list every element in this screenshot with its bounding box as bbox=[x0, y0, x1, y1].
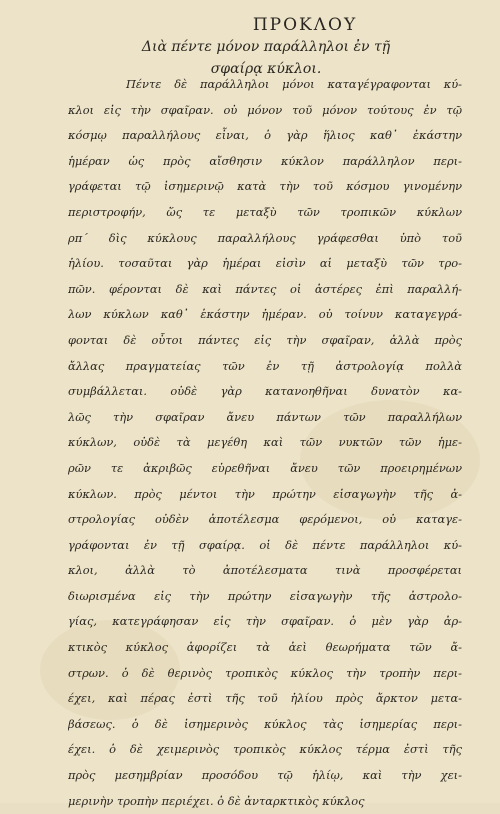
text-line: κόσμῳ παραλλήλους εἶναι, ὁ γὰρ ἥλιος καθ᾿ ἑκάστην bbox=[68, 128, 462, 143]
text-line: έχει. ὁ δὲ χειμερινὸς τροπικὸς κύκλος τέρμα ἐστὶ τῆς bbox=[68, 742, 462, 757]
text-line: μερινὴν τροπὴν περιέχει. ὁ δὲ ἀνταρκτικὸς κύκλος bbox=[68, 793, 365, 808]
text-line: διωρισμένα εἰς τὴν πρώτην εἰσαγωγὴν τῆς ἀστρολο- bbox=[68, 588, 462, 603]
text-line: γράφονται ἐν τῇ σφαίρᾳ. οἱ δὲ πέντε παράλληλοι κύ- bbox=[68, 537, 462, 552]
body-text bbox=[68, 72, 462, 814]
running-head: ΠΡΟΚΛΟΥ bbox=[252, 15, 358, 35]
text-line: βάσεως. ὁ δὲ ἰσημερινὸς κύκλος τὰς ἰσημερίας περι- bbox=[68, 716, 462, 731]
text-line: κτικὸς κύκλος ἀφορίζει τὰ ἀεὶ θεωρήματα τῶν ἄ- bbox=[68, 640, 462, 655]
chapter-title-line-1: Διὰ πέντε μόνον παράλληλοι ἐν τῇ bbox=[141, 39, 391, 55]
text-line: ἡμέραν ὡς πρὸς αἴσθησιν κύκλον παράλληλον περι- bbox=[68, 153, 462, 168]
text-line: έχει, καὶ πέρας ἐστὶ τῆς τοῦ ἡλίου πρὸς ἄρκτον μετα- bbox=[68, 691, 462, 706]
text-line: κλοι εἰς τὴν σφαῖραν. οὐ μόνον τοῦ μόνον τούτους ἐν τῷ bbox=[68, 102, 462, 117]
text-line: πρὸς μεσημβρίαν προσόδου τῷ ἡλίῳ, καὶ τὴν χει- bbox=[68, 768, 462, 783]
text-line: λων κύκλων καθ᾿ ἑκάστην ἡμέραν. οὐ τοίνυν καταγεγρά- bbox=[68, 307, 462, 322]
text-line: φονται δὲ οὗτοι πάντες εἰς τὴν σφαῖραν, ἀλλὰ πρὸς bbox=[68, 332, 462, 347]
text-line: κύκλων, οὐδὲ τὰ μεγέθη καὶ τῶν νυκτῶν τῶν ἡμε- bbox=[68, 435, 462, 450]
text-line: πῶν. φέρονται δὲ καὶ πάντες οἱ ἀστέρες ἐπὶ παραλλή- bbox=[68, 281, 462, 296]
text-line: ἡλίου. τοσαῦται γὰρ ἡμέραι εἰσὶν αἱ μεταξὺ τῶν τρο- bbox=[68, 256, 462, 271]
text-line: γίας, κατεγράφησαν εἰς τὴν σφαῖραν. ὁ μὲν γὰρ ἀρ- bbox=[68, 614, 462, 629]
text-line: ρπ΄ δὶς κύκλους παραλλήλους γράφεσθαι ὑπὸ τοῦ bbox=[68, 230, 462, 245]
chapter-title-line-2: σφαίρᾳ κύκλοι. bbox=[210, 61, 322, 77]
text-line: περιστροφήν, ὥς τε μεταξὺ τῶν τροπικῶν κύκλων bbox=[68, 204, 462, 219]
text-line: στρων. ὁ δὲ θερινὸς τροπικὸς κύκλος τὴν τροπὴν περι- bbox=[68, 665, 462, 680]
text-line: Πέντε δὲ παράλληλοι μόνοι καταγέγραφονται κύ- bbox=[126, 77, 462, 91]
text-line: λῶς τὴν σφαῖραν ἄνευ πάντων τῶν παραλλήλων bbox=[68, 409, 462, 424]
page-header bbox=[60, 14, 460, 80]
text-line: κλοι, ἀλλὰ τὸ ἀποτέλεσματα τινὰ προσφέρεται bbox=[68, 563, 462, 578]
text-line: κύκλων. πρὸς μέντοι τὴν πρώτην εἰσαγωγὴν τῆς ἀ- bbox=[68, 486, 462, 501]
text-line: γράφεται τῷ ἰσημερινῷ κατὰ τὴν τοῦ κόσμου γινομένην bbox=[68, 179, 462, 194]
text-line: ρῶν τε ἀκριβῶς εὑρεθῆναι ἄνευ τῶν προειρημένων bbox=[68, 460, 462, 475]
text-line: στρολογίας οὐδὲν ἀποτέλεσμα φερόμενοι, οὐ καταγε- bbox=[68, 512, 462, 527]
text-line: ἄλλας πραγματείας τῶν ἐν τῇ ἀστρολογίᾳ πολλὰ bbox=[68, 358, 462, 373]
text-line: συμβάλλεται. οὐδὲ γὰρ κατανοηθῆναι δυνατὸν κα- bbox=[68, 384, 462, 399]
